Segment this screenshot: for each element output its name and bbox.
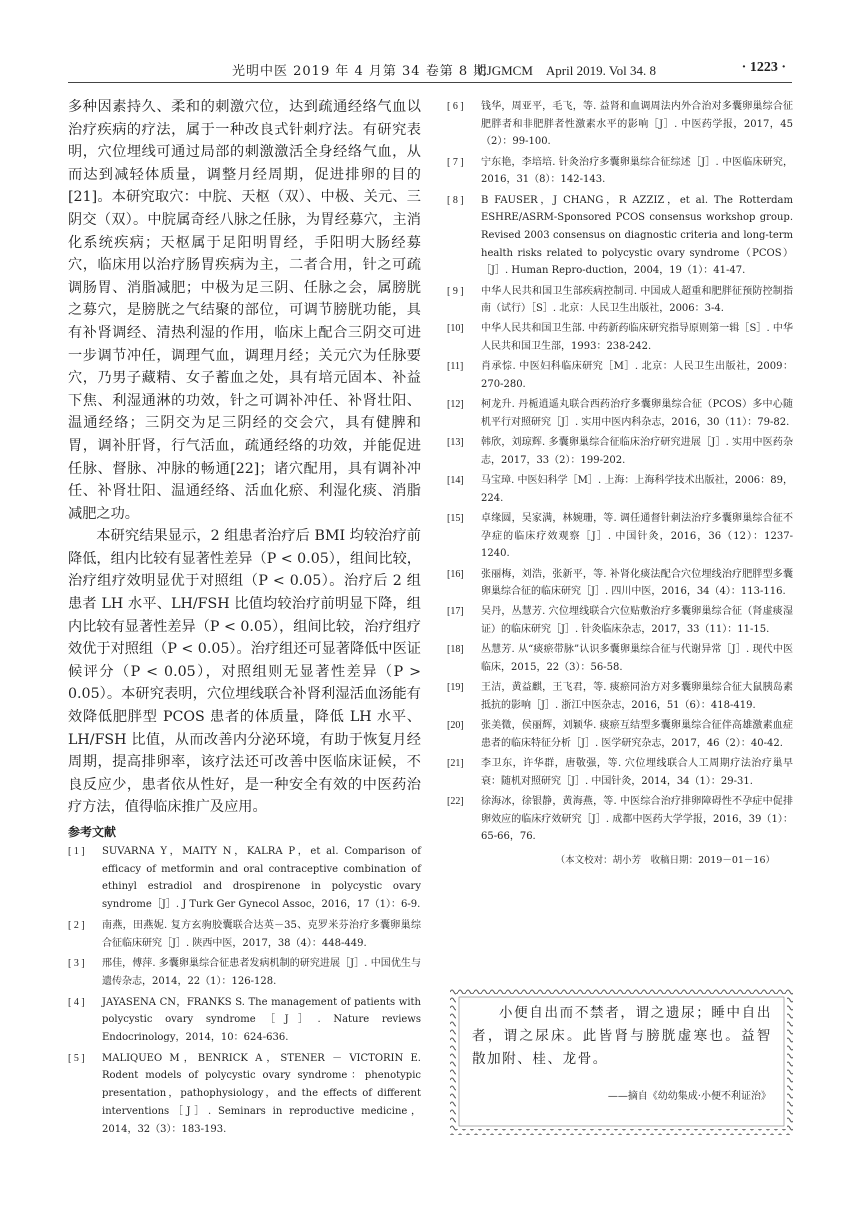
reference-item: [447, 679, 793, 714]
reference-number: [ 5 ]: [68, 1052, 85, 1064]
reference-text: 丛慧芳. 从“痰瘀带脉”认识多囊卵巢综合征与代谢异常［J］. 现代中医临床，2015，22（3）：56-58.: [481, 644, 793, 674]
reference-item: [68, 955, 421, 990]
reference-number: [ 7 ]: [447, 156, 464, 168]
reference-list-right: [447, 98, 793, 846]
left-column: [68, 96, 421, 1141]
reference-number: [ 3 ]: [68, 958, 85, 970]
reference-number: [ 8 ]: [447, 194, 464, 206]
reference-number: [ 6 ]: [447, 101, 464, 112]
reference-item: [447, 472, 793, 507]
reference-text: 卓缘圆，吴家满，林婉珊，等. 调任通督针刺法治疗多囊卵巢综合征不孕症的临床疗效观察［J］. 中国针灸，2016，36（12）：1237-1240.: [481, 512, 793, 560]
reference-list-left: [68, 843, 421, 1138]
reference-text: 柯龙升. 丹栀逍遥丸联合西药治疗多囊卵巢综合征（PCOS）多中心随机平行对照研究［J］. 实用中医内科杂志，2016，30（11）：79-82.: [481, 399, 793, 428]
reference-item: [447, 320, 793, 355]
reference-item: [447, 283, 793, 318]
reference-item: [447, 793, 793, 846]
header-rule: [68, 82, 792, 83]
reference-item: [68, 917, 421, 952]
right-column: [447, 98, 793, 866]
reference-text: 南燕，田燕妮. 复方玄驹胶囊联合达英－35、克罗米芬治疗多囊卵巢综合征临床研究［J］. 陕西中医，2017，38（4）：448-449.: [102, 919, 421, 949]
reference-number: [13]: [447, 437, 464, 449]
reference-text: 李卫东，许华群，唐敬强，等. 穴位埋线联合人工周期疗法治疗巢早衰：随机对照研究［J］. 中国针灸，2014，34（1）：29-31.: [481, 758, 793, 787]
reference-number: [16]: [447, 568, 464, 580]
reference-item: [68, 1050, 421, 1139]
reference-text: 肖承悰. 中医妇科临床研究［M］. 北京：人民卫生出版社，2009：270-280.: [481, 361, 793, 391]
reference-number: [10]: [447, 323, 464, 335]
page-number: · 1223 ·: [741, 60, 786, 75]
reference-item: [68, 994, 421, 1047]
classical-quote: [472, 1002, 772, 1071]
quote-source: ——摘自《幼幼集成·小便不利证治》: [607, 1091, 771, 1102]
body-paragraph-1: 多种因素持久、柔和的刺激穴位，达到疏通经络气血以治疗疾病的疗法，属于一种改良式针刺疗法。有研究表明，穴位埋线可通过局部的刺激激活全身经络气血，从而达到减轻体质量，调整月经周期，促进排卵的目的[21]。本研究取穴：中脘、天枢（双）、中极、关元、三阴交（双）。中脘属奇经八脉之任脉，为胃经募穴，主消化系统疾病；天枢属于足阳明胃经，手阳明大肠经募穴，临床用以治疗肠胃疾病为主，二者合用，针之可疏调肠胃、消脂减肥；中极为足三阴、任脉之会，属膀胱之募穴，是膀胱之气结聚的部位，可调节膀胱功能，具有补肾调经、清热利湿的作用，临床上配合三阴交可进一步调节冲任，调理气血，调理月经；关元穴为任脉要穴，乃男子藏精、女子蓄血之处，具有培元固本、补益下焦、利湿通淋的功效，针之可调补冲任、补肾壮阳、温通经络；三阴交为足三阴经的交会穴，具有健脾和胃，调补肝肾，行气活血，疏通经络的功效，并能促进任脉、督脉、冲脉的畅通[22]；诸穴配用，具有调补冲任、补肾壮阳、温通经络、活血化瘀、利湿化痰、消脂减肥之功。: [68, 99, 421, 522]
reference-number: [17]: [447, 606, 464, 618]
journal-name-en: CJGMCM April 2019. Vol 34. 8: [478, 63, 656, 78]
reference-item: [447, 192, 793, 281]
reference-number: [20]: [447, 720, 464, 732]
proofreading-note: （本文校对：胡小芳 收稿日期：2019－01－16）: [555, 855, 775, 867]
reference-item: [447, 358, 793, 393]
reference-item: [447, 566, 793, 601]
reference-number: [ 2 ]: [68, 919, 85, 931]
reference-text: 吴丹，丛慧芳. 穴位埋线联合穴位贴敷治疗多囊卵巢综合征（肾虚痰湿证）的临床研究［J］. 针灸临床杂志，2017，33（11）：11-15.: [481, 606, 793, 636]
reference-number: [12]: [447, 399, 464, 411]
reference-item: [447, 510, 793, 563]
reference-text: MALIQUEO M，BENRICK A，STENER － VICTORIN E. Rodent models of polycystic ovary syndrome：phenotypic presentation，pathophysiology，and the effects of different interventions［J］. Seminars in reproductive medicine，2014，32（3）：183-193.: [102, 1052, 421, 1135]
quote-box: [450, 988, 793, 1135]
reference-number: [15]: [447, 512, 464, 524]
reference-item: [447, 641, 793, 676]
reference-item: [447, 154, 793, 189]
reference-item: [68, 843, 421, 914]
reference-number: [19]: [447, 682, 464, 694]
reference-item: [447, 396, 793, 431]
reference-number: [21]: [447, 758, 464, 770]
reference-number: [14]: [447, 475, 464, 487]
quote-text: 小便自出而不禁者，谓之遗尿；睡中自出者，谓之尿床。此皆肾与膀胱虚寒也。益智散加附、桂、龙骨。: [472, 1005, 772, 1067]
reference-text: 邢佳，傅萍. 多囊卵巢综合征患者发病机制的研究进展［J］. 中国优生与遗传杂志，2014，22（1）：126-128.: [102, 958, 421, 987]
reference-item: [447, 717, 793, 752]
reference-number: [11]: [447, 361, 464, 373]
reference-text: 宁东艳，李培培. 针灸治疗多囊卵巢综合征综述［J］. 中医临床研究，2016，31（8）：142-143.: [481, 156, 793, 186]
reference-item: [447, 434, 793, 469]
reference-text: 马宝璋. 中医妇科学［M］. 上海：上海科学技术出版社，2006：89，224.: [481, 475, 793, 504]
reference-item: [447, 98, 793, 151]
reference-number: [22]: [447, 796, 464, 808]
reference-text: JAYASENA CN，FRANKS S. The management of patients with polycystic ovary syndrome［J］. Nature reviews Endocrinology，2014，10：624-636.: [102, 996, 421, 1044]
reference-text: 韩欣，刘琼辉. 多囊卵巢综合征临床治疗研究进展［J］. 实用中医药杂志，2017，33（2）：199-202.: [481, 437, 793, 466]
references-heading: 参考文献: [68, 825, 117, 839]
reference-text: 中华人民共和国卫生部疾病控制司. 中国成人超重和肥胖征预防控制指南（试行）［S］. 北京：人民卫生出版社，2006：3-4.: [481, 285, 793, 315]
reference-item: [447, 755, 793, 790]
reference-text: 张美微，侯丽辉，刘颖华. 痰瘀互结型多囊卵巢综合征伴高雄激素血症患者的临床特征分析［J］. 医学研究杂志，2017，46（2）：40-42.: [481, 720, 793, 749]
reference-text: 张丽梅，刘浩，张新平，等. 补肾化痰法配合穴位埋线治疗肥胖型多囊卵巢综合征的临床研究［J］. 四川中医，2016，34（4）：113-116.: [481, 568, 793, 598]
reference-text: 钱华，周亚平，毛飞，等. 益肾和血调周法内外合治对多囊卵巢综合征肥胖者和非肥胖者性激素水平的影响［J］. 中医药学报，2017，45（2）：99-100.: [481, 101, 793, 148]
reference-number: [18]: [447, 644, 464, 656]
reference-item: [447, 603, 793, 638]
journal-name-cn: 光明中医 2019 年 4 月第 34 卷第 8 期: [232, 64, 488, 79]
reference-text: 中华人民共和国卫生部. 中药新药临床研究指导原则第一辑［S］. 中华人民共和国卫生部，1993：238-242.: [481, 323, 793, 353]
reference-text: SUVARNA Y，MAITY N，KALRA P，et al. Comparison of efficacy of metformin and oral contraceptive combination of ethinyl estradiol and drospirenone in polycystic ovary syndrome［J］. J Turk Ger Gynecol Assoc，2016，17（1）：6-9.: [102, 846, 421, 911]
reference-text: 徐海冰，徐银静，黄海燕，等. 中医综合治疗排卵障碍性不孕症中促排卵效应的临床疗效研究［J］. 成都中医药大学学报，2016，39（1）：65-66，76.: [481, 796, 793, 843]
reference-number: [ 1 ]: [68, 846, 85, 857]
reference-text: B FAUSER，J CHANG，R AZZIZ，et al. The Rotterdam ESHRE/ASRM-Sponsored PCOS consensus workshop group. Revised 2003 consensus on diagnostic criteria and long-term health risks related to polycystic ovary syndrome（PCOS）［J］. Human Repro-duction，2004，19（1）：41-47.: [481, 194, 793, 277]
reference-number: [ 9 ]: [447, 285, 464, 297]
reference-number: [ 4 ]: [68, 996, 85, 1008]
reference-text: 王洁，黄益麒，王飞君，等. 痰瘀同治方对多囊卵巢综合征大鼠胰岛素抵抗的影响［J］. 浙江中医杂志，2016，51（6）：418-419.: [481, 682, 793, 711]
body-paragraph-2: 本研究结果显示，2 组患者治疗后 BMI 均较治疗前降低，组内比较有显著性差异（P < 0.05），组间比较，治疗组疗效明显优于对照组（P < 0.05）。治疗后 2 组患者 LH 水平、LH/FSH 比值均较治疗前明显下降，组内比较有显著性差异（P < 0.05），组间比较，治疗组疗效优于对照组（P < 0.05）。治疗组还可显著降低中医证候评分（P < 0.05），对照组则无显著性差异（P > 0.05）。本研究表明，穴位埋线联合补肾利湿活血汤能有效降低肥胖型 PCOS 患者的体质量，降低 LH 水平、LH/FSH 比值，从而改善内分泌环境，有助于恢复月经周期，提高排卵率，该疗法还可改善中医临床证候，不良反应少，患者依从性好，是一种安全有效的中医药治疗方法，值得临床推广及应用。: [68, 528, 421, 816]
